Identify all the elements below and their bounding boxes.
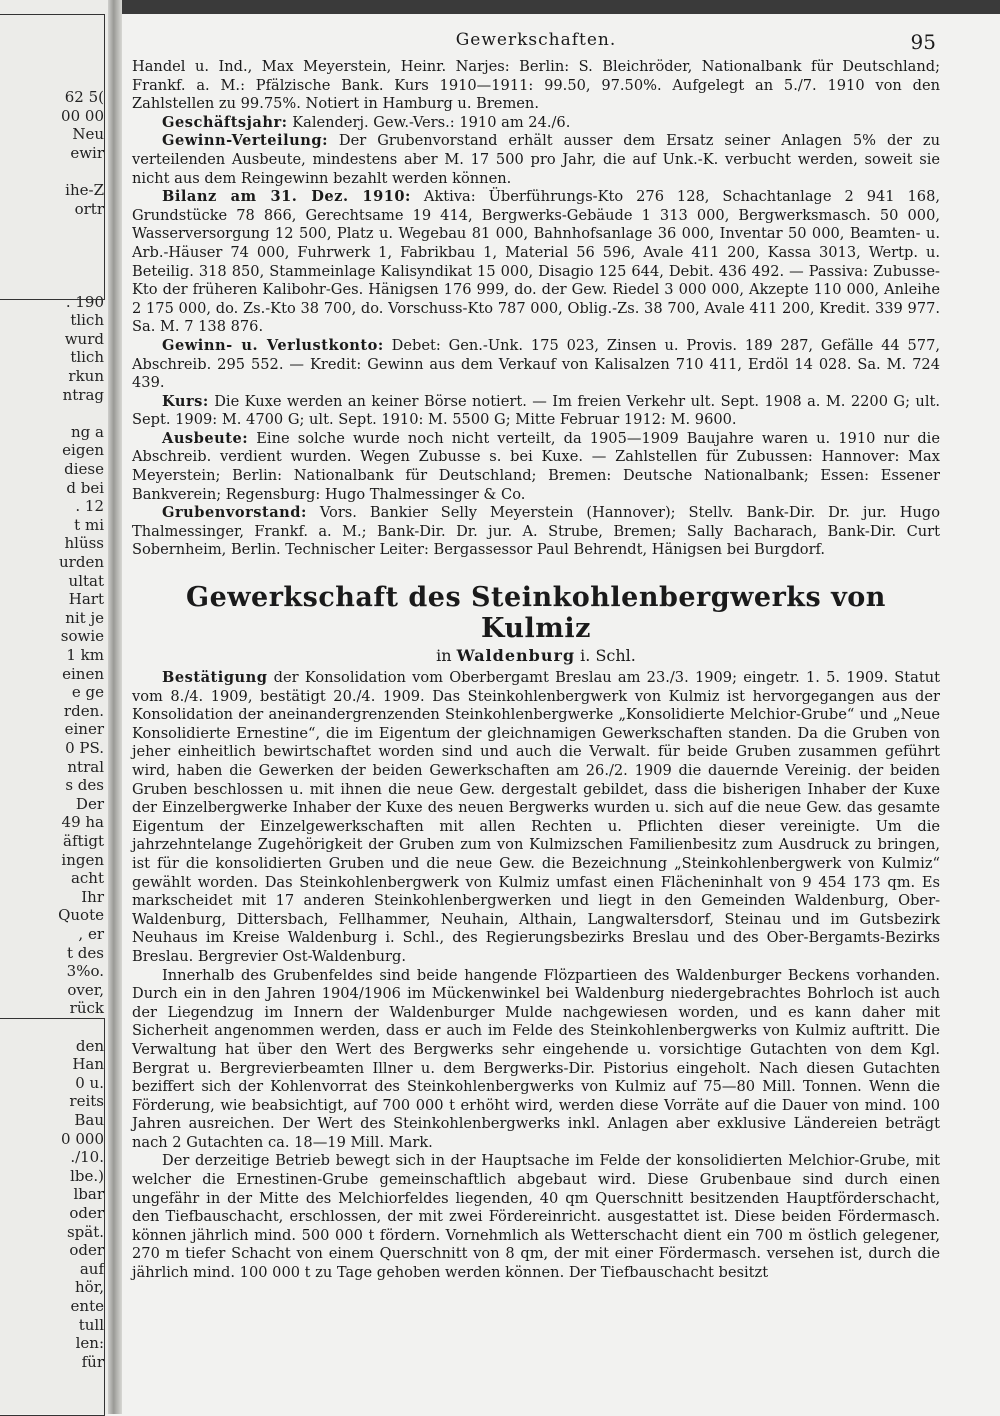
- paragraph-bilanz: [132, 188, 940, 337]
- facing-page-fragment: over,: [67, 980, 104, 999]
- paragraph-body: Der derzeitige Betrieb bewegt sich in der Hauptsache im Felde der konsolidierten Melchior-Grube, mit welcher die Ernestinen-Grube gemeinschaftlich abgebaut wird. Diese Grubenbaue sind durch einen ungefähr in der Mitte des Melchiorfeldes liegenden, 40 qm Querschnitt besitzenden Hauptförderschacht, den Tiefbauschacht, erschlossen, der mit zwei Fördereinricht. ausgestattet ist. Diese beiden Fördermasch. können jährlich mind. 500 000 t fördern. Vornehmlich als Wetterschacht dient ein 700 m östlich gelegener, 270 m tiefer Schacht von einem Querschnitt von 8 qm, der mit einer Fördermasch. versehen ist, durch die jährlich mind. 100 000 t zu Tage gehoben werden können. Der Tiefbauschacht besitzt: [132, 1152, 940, 1282]
- paragraph-bestaetigung: [132, 669, 940, 967]
- paragraph-body: Handel u. Ind., Max Meyerstein, Heinr. Narjes: Berlin: S. Bleichröder, Nationalbank für Deutschland; Frankf. a. M.: Pfälzische Bank. Kurs 1910—1911: 99.50, 97.50%. Aufgelegt an 5./7. 1910 von den Zahlstellen zu 99.75%. Notiert in Hamburg u. Bremen.: [132, 58, 940, 113]
- page-number: 95: [910, 30, 936, 54]
- paragraph-ausbeute: [132, 430, 940, 504]
- facing-page-fragment: 0 000: [61, 1129, 104, 1148]
- facing-page-fragment: . 190: [65, 292, 104, 311]
- facing-page-fragment: äftigt: [63, 832, 104, 850]
- facing-page-fragment: Bau: [74, 1111, 104, 1129]
- paragraph-verlustkonto: [132, 337, 940, 393]
- facing-page-fragment: Quote: [58, 906, 104, 925]
- facing-page-fragment: 00 00: [61, 106, 104, 125]
- facing-page-fragment: ewir: [70, 143, 104, 162]
- paragraph-gewinn-verteilung: [132, 132, 940, 188]
- scan-top-edge: [0, 0, 1000, 14]
- paragraph-body: Vors. Bankier Selly Meyerstein (Hannover); Stellv. Bank-Dir. Dr. jur. Hugo Thalmessinger, Frankf. a. M.; Bank-Dir. Dr. jur. A. Strube, Bremen; Sally Bacharach, Bank-Dir. Curt Sobernheim, Berlin. Technischer Leiter: Bergassessor Paul Behrendt, Hänigsen bei Burgdorf.: [132, 504, 940, 559]
- facing-page-fragment: , er: [78, 925, 104, 943]
- facing-page-fragment: oder: [69, 1241, 104, 1260]
- facing-page-fragment: ortr: [74, 199, 104, 218]
- paragraph-body: Die Kuxe werden an keiner Börse notiert. — Im freien Verkehr ult. Sept. 1908 a. M. 2200 G; ult. Sept. 1909: M. 4700 G; ult. Sept. 1910: M. 5500 G; Mitte Februar 1912: M. 9600.: [132, 392, 940, 429]
- facing-page-fragment: tull: [78, 1315, 104, 1334]
- facing-page-fragment: len:: [75, 1334, 104, 1353]
- paragraph-body: Innerhalb des Grubenfeldes sind beide hangende Flözpartieen des Waldenburger Beckens vorhanden. Durch ein in den Jahren 1904/1906 im Mückenwinkel bei Waldenburg niedergebrachtes Bohrloch ist auch der Liegendzug im Innern der Waldenburger Mulde nachgewiesen worden, und es kann daher mit Sicherheit angenommen werden, dass er auch im Felde des Steinkohlenbergwerks von Kulmiz auftritt. Die Verwaltung hat über den Wert des Bergwerks sehr eingehende u. vorsichtige Gutachten von dem Kgl. Bergrat u. Bergrevierbeamten Illner u. dem Bergwerks-Dir. Pistorius eingeholt. Nach diesen Gutachten beziffert sich der Kohlenvorrat des Steinkohlenbergwerks von Kulmiz auf 75—80 Mill. Tonnen. Wenn die Förderung, wie beabsichtigt, auf 700 000 t erhöht wird, werden diese Vorräte auf die Dauer von mind. 100 Jahren ausreichen. Der Wert des Steinkohlenbergwerks inkl. Anlagen aber exklusive Ländereien beträgt nach 2 Gutachten ca. 18—19 Mill. Mark.: [132, 966, 940, 1151]
- facing-page-fragment: ingen: [61, 850, 104, 869]
- facing-page-fragment: Han: [72, 1055, 104, 1074]
- facing-page-fragment: lbar: [73, 1185, 104, 1204]
- paragraph-handel: [132, 58, 940, 114]
- facing-page-fragment: einen: [62, 664, 104, 683]
- facing-page-fragment: ntral: [67, 757, 104, 776]
- facing-page-fragment: reits: [69, 1092, 104, 1111]
- paragraph-head: Grubenvorstand:: [162, 504, 307, 522]
- facing-page-fragment: sowie: [60, 627, 104, 646]
- paragraph-grubenvorstand: [132, 504, 940, 560]
- subtitle-place: Waldenburg: [456, 646, 576, 666]
- facing-page-fragment: rden.: [63, 701, 104, 720]
- facing-page-fragment: spät.: [66, 1222, 104, 1241]
- facing-page-fragment: Hart: [68, 590, 104, 609]
- facing-page-fragment: urden: [59, 553, 104, 571]
- paragraph-head: Geschäftsjahr:: [162, 113, 288, 131]
- facing-page-fragment: ihe-Z: [65, 181, 104, 199]
- facing-page-fragment: 1 km: [66, 646, 104, 664]
- facing-page-fragment: für: [81, 1352, 104, 1371]
- previous-page-frame-top: [0, 14, 105, 300]
- book-gutter: [108, 0, 122, 1414]
- facing-page-fragment: s des: [65, 776, 104, 795]
- facing-page-fragment: ./10.: [70, 1148, 104, 1167]
- facing-page-fragment: ng a: [71, 422, 104, 441]
- facing-page-fragment: hör,: [75, 1278, 104, 1297]
- facing-page-fragment: d bei: [66, 478, 104, 497]
- subtitle-prefix: in: [436, 646, 457, 666]
- facing-page-fragment: 0 PS.: [65, 739, 104, 757]
- facing-page-fragment: wurd: [64, 329, 104, 348]
- facing-page-fragment: Ihr: [81, 887, 104, 906]
- paragraph-body: Debet: Gen.-Unk. 175 023, Zinsen u. Provis. 189 287, Gefälle 44 577, Abschreib. 295 552. — Kredit: Gewinn aus dem Verkauf von Kalisalzen 710 411, Erdöl 14 028. Sa. M. 724 439.: [132, 336, 941, 392]
- facing-page-fragment: Neu: [72, 125, 104, 144]
- paragraph-head: Gewinn- u. Verlustkonto:: [162, 336, 384, 354]
- paragraph-head: Ausbeute:: [162, 429, 249, 447]
- facing-page-fragment: acht: [70, 869, 104, 888]
- paragraph-grubenfeld: [132, 967, 940, 1153]
- paragraph-body: der Konsolidation vom Oberbergamt Breslau am 23./3. 1909; eingetr. 1. 5. 1909. Statut vom 8./4. 1909, bestätigt 20./4. 1909. Das Steinkohlenbergwerk von Kulmiz ist hervorgegangen aus der Konsolidation der aneinandergrenzenden Steinkohlenbergwerke „Konsolidierte Melchior-Grube“ und „Neue Konsolidierte Ernestine“, die im Eigentum der gleichnamigen Gewerkschaften standen. Da die Gruben von jeher einheitlich bewirtschaftet worden sind und auch die Verwalt. für beide Gruben zusammen geführt wird, haben die Gewerken der beiden Gewerkschaften am 26./2. 1909 die dauernde Vereinig. der beiden Gruben beschlossen u. mit ihnen die neue Gew. dergestalt gebildet, dass die bisherigen Inhaber der Kuxe der Einzelbergwerke Inhaber der Kuxe des neuen Bergwerks wurden u. sich auf die neue Gew. das gesamte Eigentum der Einzelgewerkschaften mit allen Rechten u. Pflichten dieser vereinigte. Um die jahrzehntelange Zugehörigkeit der Gruben zum von Kulmizschen Familienbesitz zum Ausdruck zu bringen, ist für die konsolidierten Gruben und die neue Gew. die Bezeichnung „Steinkohlenbergwerk von Kulmiz“ gewählt worden. Das Steinkohlenbergwerk von Kulmiz umfast einen Flächeninhalt von 9 454 173 qm. Es markscheidet mit 17 anderen Steinkohlenbergwerken und liegt in den Gemeinden Waldenburg, Ober-Waldenburg, Dittersbach, Fellhammer, Neuhain, Althain, Langwaltersdorf, Steinau und im Gutsbezirk Neuhaus im Kreise Waldenburg i. Schl., des Regierungsbezirks Breslau und des Ober-Bergamts-Bezirks Breslau. Bergrevier Ost-Waldenburg.: [132, 669, 940, 965]
- facing-page-fragment: einer: [64, 720, 104, 739]
- paragraph-betrieb: [132, 1152, 940, 1282]
- facing-page-fragment: 62 5(: [64, 88, 104, 106]
- facing-page-fragment: den: [75, 1036, 104, 1055]
- section-subtitle: [132, 646, 940, 665]
- paragraph-head: Bilanz am 31. Dez. 1910:: [162, 188, 411, 206]
- facing-page-fragment: eigen: [62, 441, 104, 460]
- facing-page-fragment: e ge: [71, 683, 104, 702]
- facing-page-fragment: 0 u.: [75, 1073, 104, 1092]
- facing-page-fragment: rück: [69, 999, 104, 1018]
- section-text: [132, 669, 940, 1283]
- subtitle-suffix: i. Schl.: [575, 646, 636, 666]
- section-title: Gewerkschaft des Steinkohlenbergwerks von Kulmiz: [186, 582, 886, 645]
- facing-page-fragment: rkun: [68, 367, 104, 385]
- facing-page-fragment: ente: [70, 1297, 104, 1315]
- facing-page-fragment: t des: [67, 943, 104, 962]
- facing-page-fragment: 49 ha: [61, 813, 104, 832]
- previous-page-frame-bottom: [0, 1018, 105, 1416]
- facing-page-fragment: tlich: [70, 311, 104, 330]
- paragraph-body: Der Grubenvorstand erhält ausser dem Ersatz seiner Anlagen 5% der zu verteilenden Ausbeute, mindestens aber M. 17 500 pro Jahr, die auf Unk.-K. verbucht werden, soweit sie nicht aus dem Reingewinn bezahlt werden können.: [132, 132, 940, 187]
- facing-page-fragment: nit je: [65, 608, 104, 627]
- paragraph-body: Eine solche wurde noch nicht verteilt, da 1905—1909 Baujahre waren u. 1910 nur die Abschreib. verdient wurden. Wegen Zubusse s. bei Kuxe. — Zahlstellen für Zubussen: Hannover: Max Meyerstein; Berlin: Nationalbank für Deutschland; Bremen: Deutsche Nationalbank; Essen: Essener Bankverein; Regensburg: Hugo Thalmessinger & Co.: [132, 429, 940, 503]
- paragraph-head: Bestätigung: [162, 669, 268, 687]
- page-body: [132, 30, 940, 1283]
- paragraph-body: Aktiva: Überführungs-Kto 276 128, Schachtanlage 2 941 168, Grundstücke 78 866, Gerechtsame 19 414, Bergwerks-Gebäude 1 313 000, Bergwerksmasch. 50 000, Wasserversorgung 12 500, Platz u. Wegebau 81 000, Bahnhofsanlage 36 000, Inventar 50 000, Beamten- u. Arb.-Häuser 74 000, Fuhrwerk 1, Fabrikbau 1, Material 56 596, Avale 411 200, Kassa 3013, Wertp. u. Beteilig. 318 850, Stammeinlage Kalisyndikat 15 000, Disagio 125 644, Debit. 436 492. — Passiva: Zubusse-Kto der früheren Kalibohr-Ges. Hänigsen 176 999, do. der Gew. Riedel 3 000 000, Akzepte 110 000, Anleihe 2 175 000, do. Zs.-Kto 38 700, do. Vorschuss-Kto 787 000, Oblig.-Zs. 38 700, Avale 411 200, Kredit. 339 977. Sa. M. 7 138 876.: [132, 188, 940, 336]
- paragraph-head: Gewinn-Verteilung:: [162, 132, 328, 150]
- facing-page-fragment: . 12: [75, 497, 104, 516]
- facing-page-fragment: hlüss: [64, 534, 104, 553]
- facing-page-fragment: Der: [75, 794, 104, 813]
- paragraph-head: Kurs:: [162, 392, 209, 410]
- running-head: Gewerkschaften.: [455, 30, 617, 50]
- paragraph-geschaeftsjahr: [132, 114, 940, 133]
- facing-page-fragment: lbe.): [70, 1166, 104, 1185]
- facing-page-fragment: 3%o.: [66, 962, 104, 981]
- facing-page-fragment: auf: [79, 1259, 104, 1278]
- facing-page-fragment: tlich: [70, 348, 104, 367]
- facing-page-fragment: ntrag: [62, 385, 104, 404]
- facing-page-fragment: diese: [64, 460, 104, 478]
- paragraph-kurs: [132, 393, 940, 430]
- facing-page-fragment: ultat: [68, 571, 104, 590]
- entry-continuation: [132, 58, 940, 560]
- facing-page-fragment: oder: [69, 1204, 104, 1222]
- paragraph-body: Kalenderj. Gew.-Vers.: 1910 am 24./6.: [287, 113, 571, 131]
- facing-page-fragment: t mi: [74, 515, 104, 534]
